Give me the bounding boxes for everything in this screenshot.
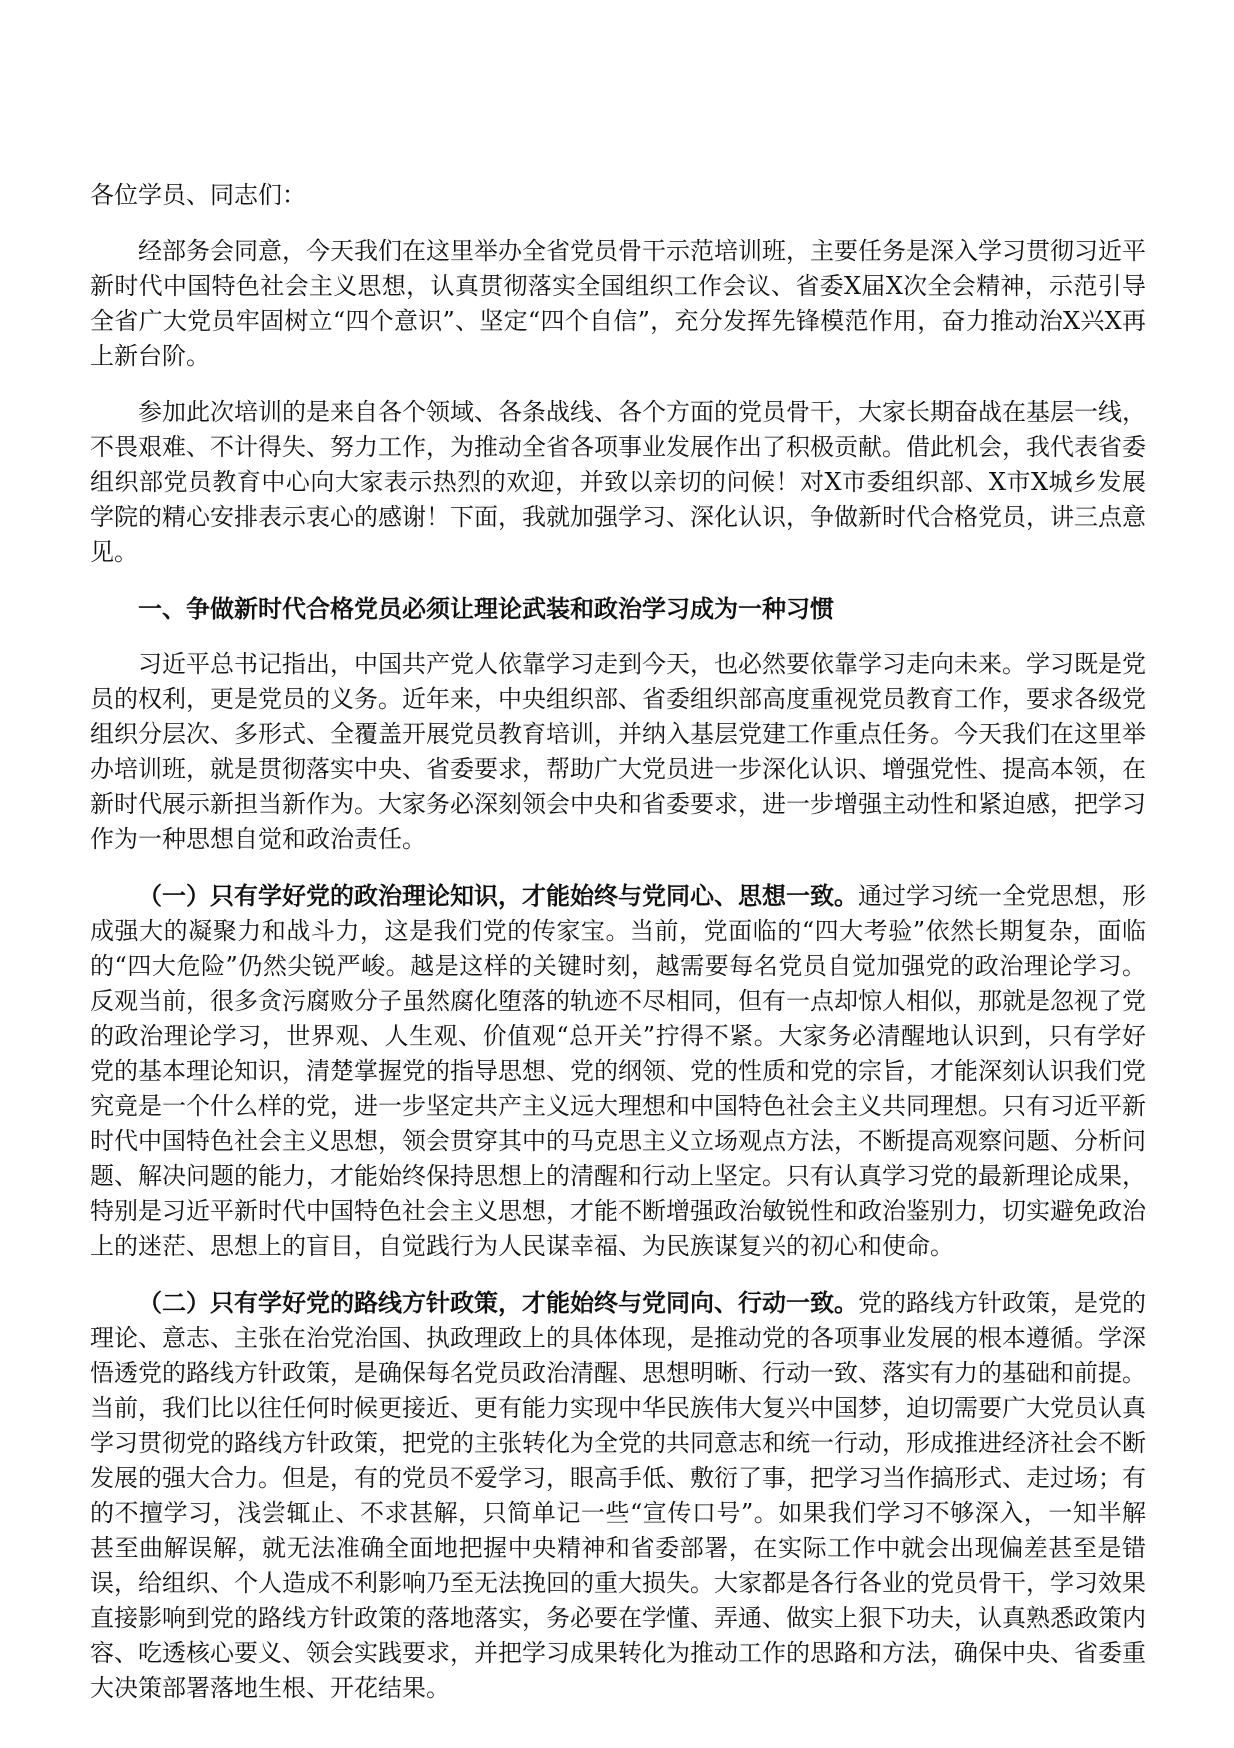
point-2-lead: （二）只有学好党的路线方针政策，才能始终与党同向、行动一致。 bbox=[138, 1288, 858, 1317]
paragraph-point-1 bbox=[90, 878, 1146, 1264]
paragraph-welcome: 参加此次培训的是来自各个领域、各条战线、各个方面的党员骨干，大家长期奋战在基层一线，不畏艰难、不计得失、努力工作，为推动全省各项事业发展作出了积极贡献。借此机会，我代表省委组织部党员教育中心向大家表示热烈的欢迎，并致以亲切的问候！对X市委组织部、X市X城乡发展学院的精心安排表示衷心的感谢！下面，我就加强学习、深化认识，争做新时代合格党员，讲三点意见。 bbox=[90, 398, 1146, 566]
paragraph-opening: 经部务会同意，今天我们在这里举办全省党员骨干示范培训班，主要任务是深入学习贯彻习近平新时代中国特色社会主义思想，认真贯彻落实全国组织工作会议、省委X届X次全会精神，示范引导全省广大党员牢固树立“四个意识”、坚定“四个自信”，充分发挥先锋模范作用，奋力推动治X兴X再上新台阶。 bbox=[90, 237, 1146, 370]
paragraph-point-2 bbox=[90, 1285, 1146, 1706]
point-1-lead: （一）只有学好党的政治理论知识，才能始终与党同心、思想一致。 bbox=[138, 881, 858, 910]
point-2-body: 党的路线方针政策，是党的理论、意志、主张在治党治国、执政理政上的具体体现，是推动党的各项事业发展的根本遵循。学深悟透党的路线方针政策，是确保每名党员政治清醒、思想明晰、行动一致、落实有力的基础和前提。当前，我们比以往任何时候更接近、更有能力实现中华民族伟大复兴中国梦，迫切需要广大党员认真学习贯彻党的路线方针政策，把党的主张转化为全党的共同意志和统一行动，形成推进经济社会不断发展的强大合力。但是，有的党员不爱学习，眼高手低、敷衍了事，把学习当作搞形式、走过场；有的不擅学习，浅尝辄止、不求甚解，只简单记一些“宣传口号”。如果我们学习不够深入，一知半解甚至曲解误解，就无法准确全面地把握中央精神和省委部署，在实际工作中就会出现偏差甚至是错误，给组织、个人造成不利影响乃至无法挽回的重大损失。大家都是各行各业的党员骨干，学习效果直接影响到党的路线方针政策的落地落实，务必要在学懂、弄通、做实上狠下功夫，认真熟悉政策内容、吃透核心要义、领会实践要求，并把学习成果转化为推动工作的思路和方法，确保中央、省委重大决策部署落地生根、开花结果。 bbox=[90, 1289, 1146, 1702]
section-heading-1: 一、争做新时代合格党员必须让理论武装和政治学习成为一种习惯 bbox=[138, 594, 834, 623]
greeting: 各位学员、同志们： bbox=[90, 181, 306, 209]
point-1-body: 通过学习统一全党思想，形成强大的凝聚力和战斗力，这是我们党的传家宝。当前，党面临的“四大考验”依然长期复杂，面临的“四大危险”仍然尖锐严峻。越是这样的关键时刻，越需要每名党员自觉加强党的政治理论学习。反观当前，很多贪污腐败分子虽然腐化堕落的轨迹不尽相同，但有一点却惊人相似，那就是忽视了党的政治理论学习，世界观、人生观、价值观“总开关”拧得不紧。大家务必清醒地认识到，只有学好党的基本理论知识，清楚掌握党的指导思想、党的纲领、党的性质和党的宗旨，才能深刻认识我们党究竟是一个什么样的党，进一步坚定共产主义远大理想和中国特色社会主义共同理想。只有习近平新时代中国特色社会主义思想，领会贯穿其中的马克思主义立场观点方法，不断提高观察问题、分析问题、解决问题的能力，才能始终保持思想上的清醒和行动上坚定。只有认真学习党的最新理论成果，特别是习近平新时代中国特色社会主义思想，才能不断增强政治敏锐性和政治鉴别力，切实避免政治上的迷茫、思想上的盲目，自觉践行为人民谋幸福、为民族谋复兴的初心和使命。 bbox=[90, 882, 1146, 1260]
paragraph-section-1-intro: 习近平总书记指出，中国共产党人依靠学习走到今天，也必然要依靠学习走向未来。学习既是党员的权利，更是党员的义务。近年来，中央组织部、省委组织部高度重视党员教育工作，要求各级党组织分层次、多形式、全覆盖开展党员教育培训，并纳入基层党建工作重点任务。今天我们在这里举办培训班，就是贯彻落实中央、省委要求，帮助广大党员进一步深化认识、增强党性、提高本领，在新时代展示新担当新作为。大家务必深刻领会中央和省委要求，进一步增强主动性和紧迫感，把学习作为一种思想自觉和政治责任。 bbox=[90, 650, 1146, 853]
document-page bbox=[90, 178, 1146, 1727]
